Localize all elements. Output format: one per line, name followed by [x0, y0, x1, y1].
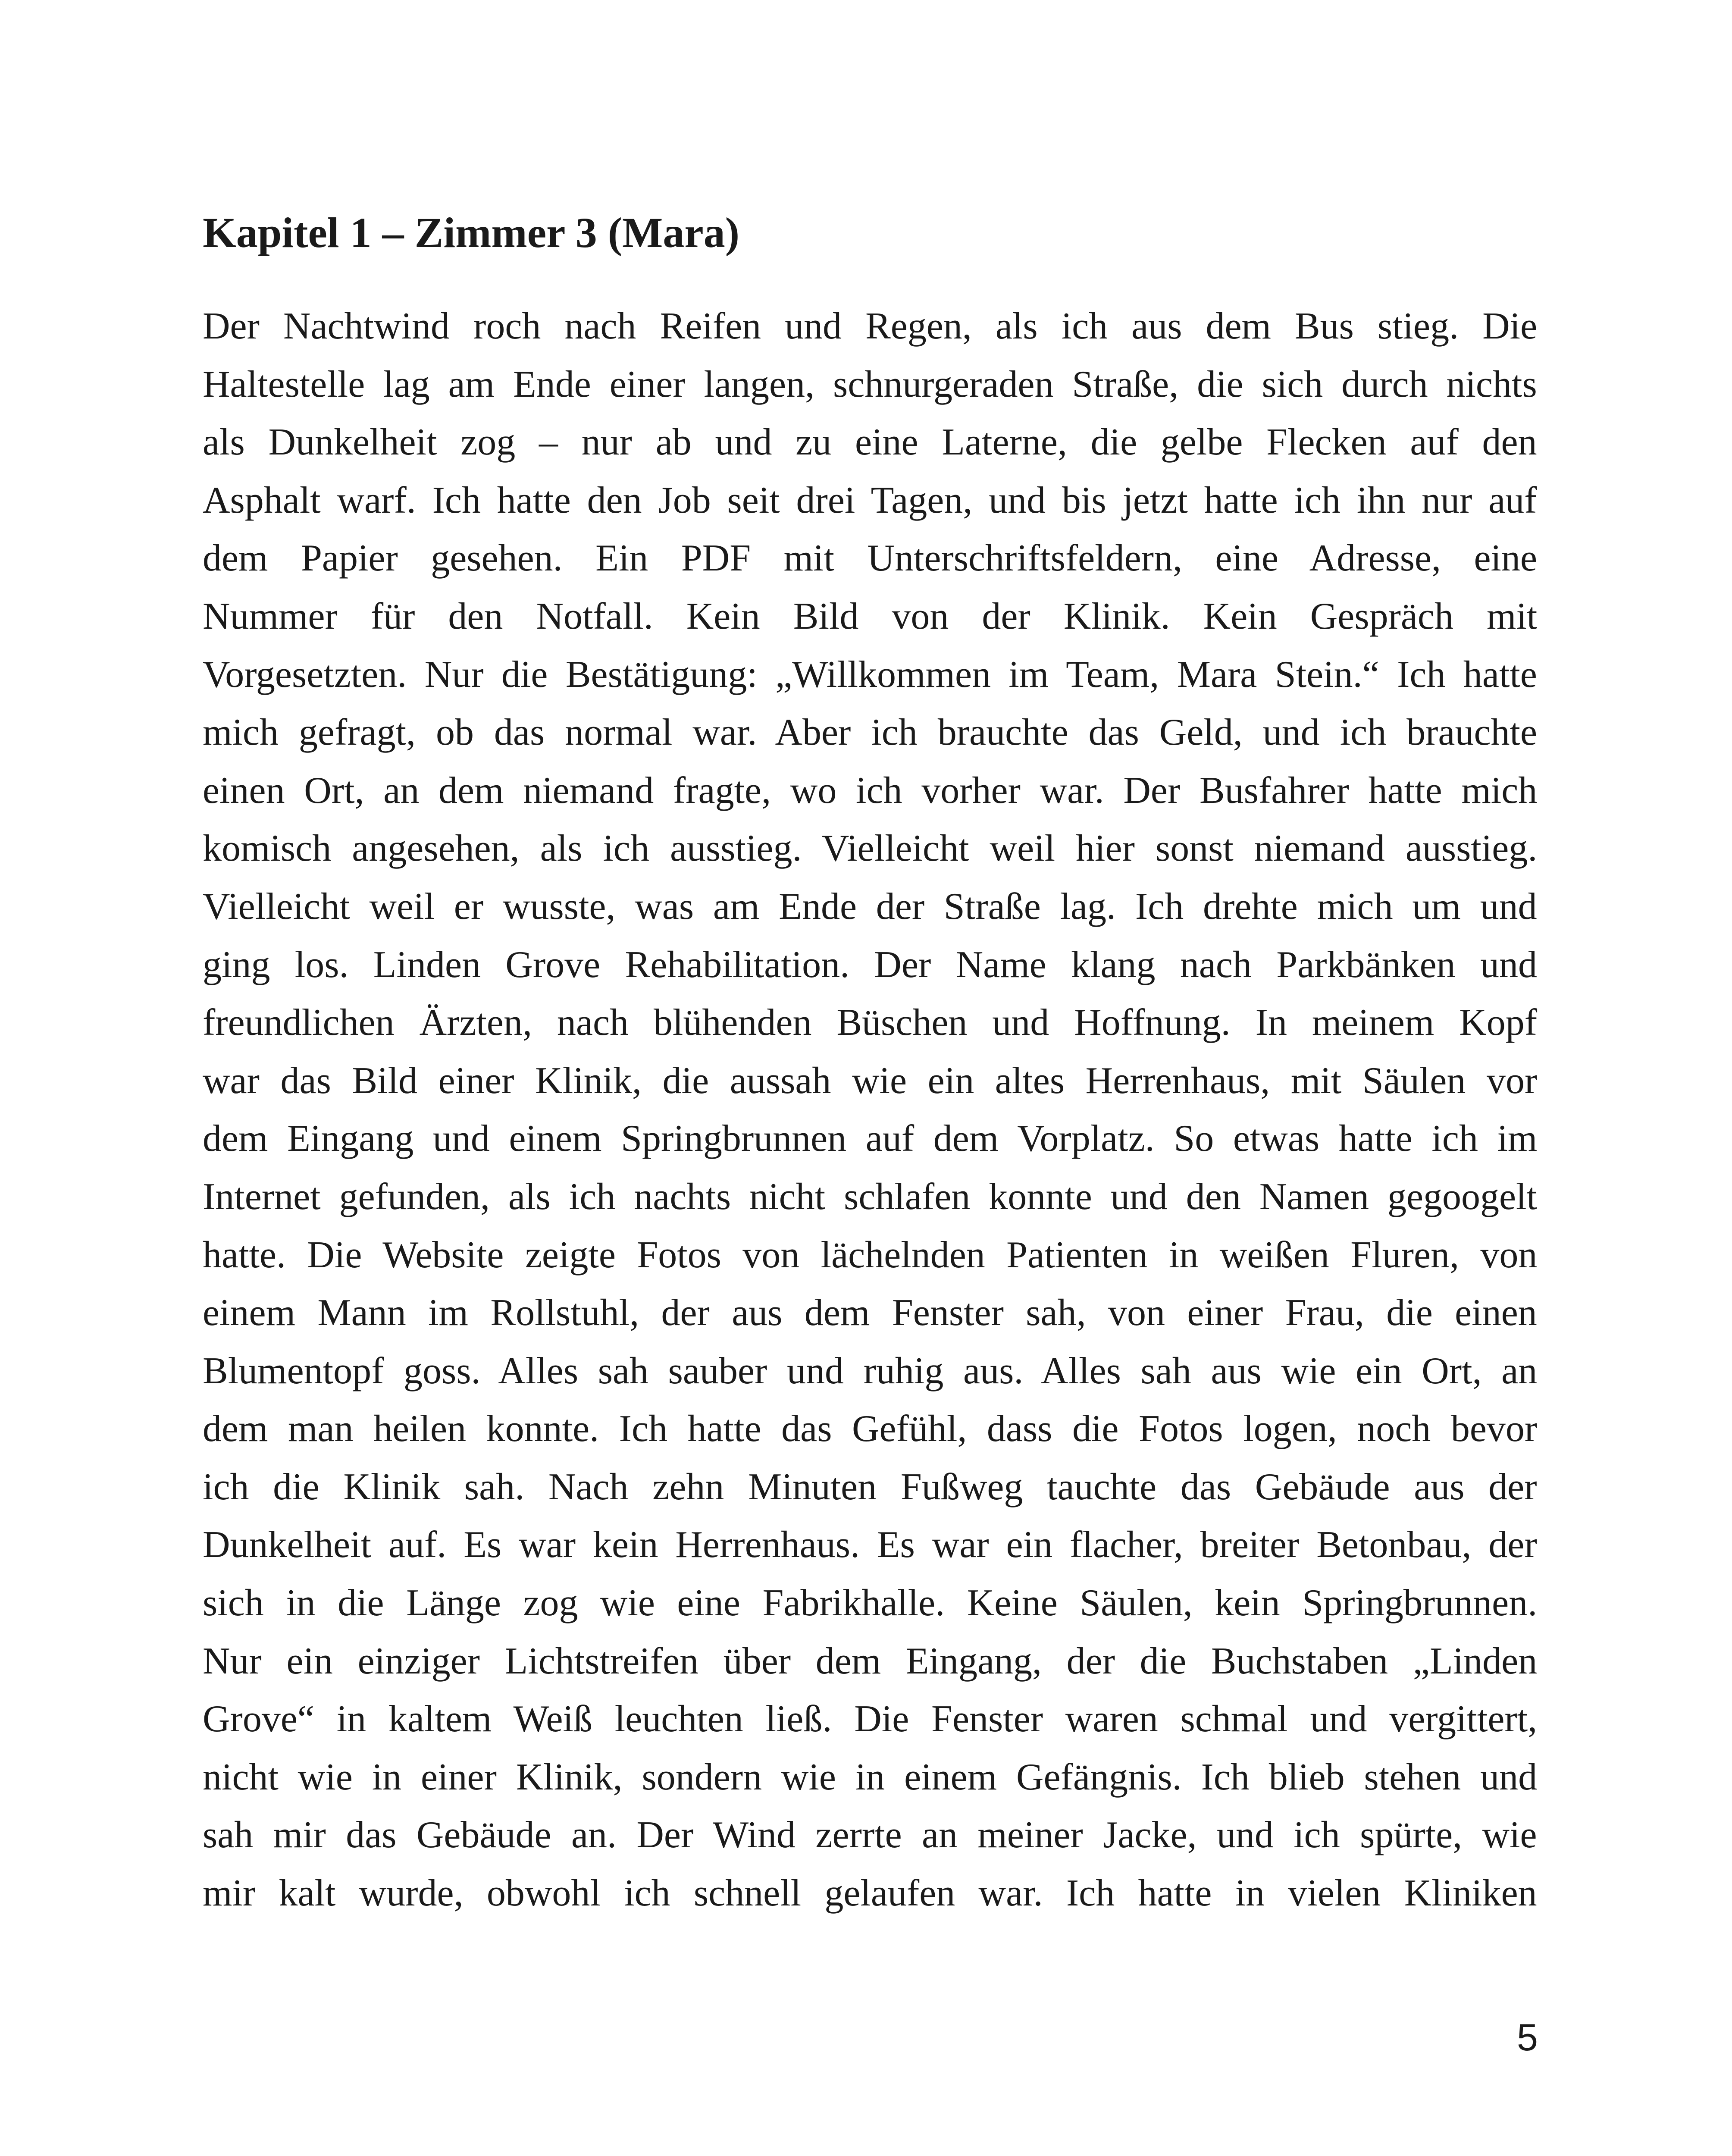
text-line: mich gefragt, ob das normal war. Aber ich brauchte das Geld, und ich brauchte	[203, 711, 1538, 754]
text-line: ich die Klinik sah. Nach zehn Minuten Fußweg tauchte das Gebäude aus der	[203, 1466, 1537, 1508]
text-line: freundlichen Ärzten, nach blühenden Büschen und Hoffnung. In meinem Kopf	[203, 1002, 1538, 1044]
text-line: sah mir das Gebäude an. Der Wind zerrte an meiner Jacke, und ich spürte, wie	[203, 1814, 1537, 1856]
text-line: war das Bild einer Klinik, die aussah wie ein altes Herrenhaus, mit Säulen vor	[203, 1059, 1538, 1102]
text-line: Dunkelheit auf. Es war kein Herrenhaus. Es war ein flacher, breiter Betonbau, der	[203, 1524, 1537, 1566]
text-line: Nummer für den Notfall. Kein Bild von der Klinik. Kein Gespräch mit	[203, 595, 1538, 637]
text-line: Der Nachtwind roch nach Reifen und Regen, als ich aus dem Bus stieg. Die	[203, 305, 1538, 347]
text-line: Grove“ in kaltem Weiß leuchten ließ. Die Fenster waren schmal und vergittert,	[203, 1698, 1538, 1740]
text-line: einem Mann im Rollstuhl, der aus dem Fenster sah, von einer Frau, die einen	[203, 1292, 1537, 1334]
text-line: Haltestelle lag am Ende einer langen, schnurgeraden Straße, die sich durch nichts	[203, 363, 1537, 405]
text-line: Vielleicht weil er wusste, was am Ende der Straße lag. Ich drehte mich um und	[203, 885, 1537, 928]
text-line: dem man heilen konnte. Ich hatte das Gefühl, dass die Fotos logen, noch bevor	[203, 1408, 1538, 1450]
text-line: ging los. Linden Grove Rehabilitation. Der Name klang nach Parkbänken und	[203, 943, 1537, 986]
text-line: nicht wie in einer Klinik, sondern wie in einem Gefängnis. Ich blieb stehen und	[203, 1756, 1538, 1798]
text-line: hatte. Die Website zeigte Fotos von lächelnden Patienten in weißen Fluren, von	[203, 1234, 1538, 1276]
text-line: als Dunkelheit zog – nur ab und zu eine Laterne, die gelbe Flecken auf den	[203, 421, 1537, 464]
text-line: dem Eingang und einem Springbrunnen auf dem Vorplatz. So etwas hatte ich im	[203, 1118, 1538, 1160]
page-number: 5	[1517, 2016, 1538, 2059]
text-line: komisch angesehen, als ich ausstieg. Vielleicht weil hier sonst niemand ausstieg.	[203, 827, 1538, 870]
text-line: sich in die Länge zog wie eine Fabrikhalle. Keine Säulen, kein Springbrunnen.	[203, 1582, 1538, 1624]
chapter-body	[203, 298, 1537, 1923]
text-line: Nur ein einziger Lichtstreifen über dem Eingang, der die Buchstaben „Linden	[203, 1640, 1538, 1682]
text-line: Asphalt warf. Ich hatte den Job seit drei Tagen, und bis jetzt hatte ich ihn nur auf	[203, 479, 1537, 521]
chapter-heading: Kapitel 1 – Zimmer 3 (Mara)	[203, 209, 740, 257]
text-line: Vorgesetzten. Nur die Bestätigung: „Willkommen im Team, Mara Stein.“ Ich hatte	[203, 653, 1537, 696]
text-line: Blumentopf goss. Alles sah sauber und ruhig aus. Alles sah aus wie ein Ort, an	[203, 1350, 1538, 1392]
text-line: mir kalt wurde, obwohl ich schnell gelaufen war. Ich hatte in vielen Kliniken	[203, 1872, 1537, 1915]
text-line: dem Papier gesehen. Ein PDF mit Unterschriftsfeldern, eine Adresse, eine	[203, 537, 1538, 580]
text-line: einen Ort, an dem niemand fragte, wo ich vorher war. Der Busfahrer hatte mich	[203, 769, 1538, 812]
text-line: Internet gefunden, als ich nachts nicht schlafen konnte und den Namen gegoogelt	[203, 1175, 1537, 1218]
